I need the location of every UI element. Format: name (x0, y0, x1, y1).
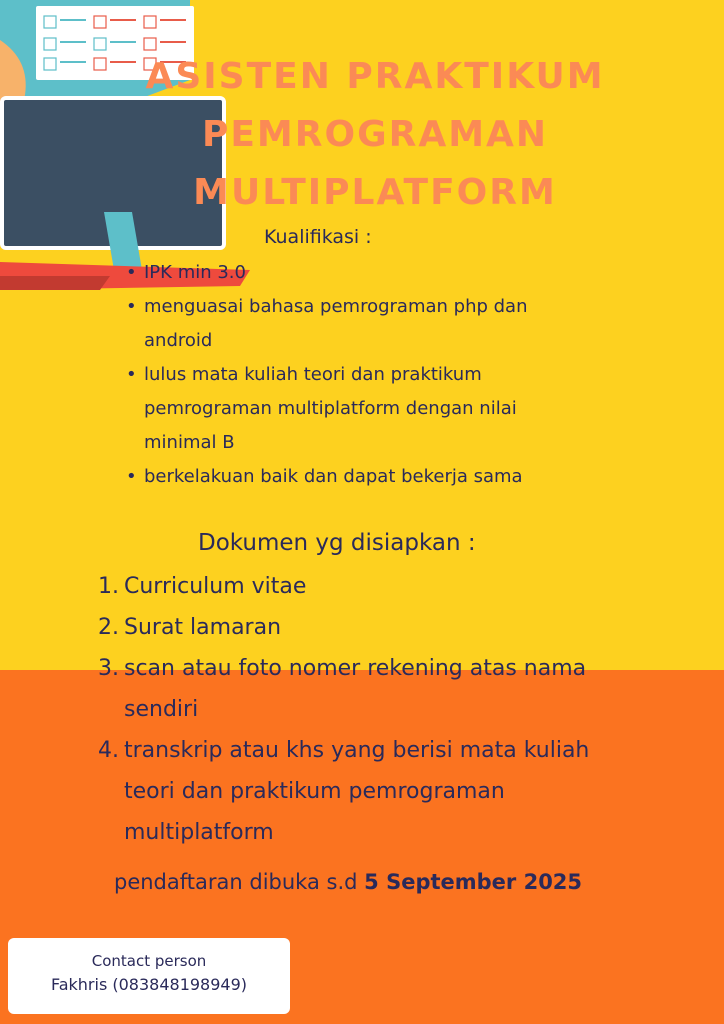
dokumen-item-number: 1. (98, 574, 119, 599)
dokumen-item (98, 607, 618, 648)
dokumen-item-text: Surat lamaran (124, 615, 282, 640)
kualifikasi-item: • IPK min 3.0 (124, 256, 544, 290)
title-line-2: PEMROGRAMAN (201, 114, 549, 155)
deadline-prefix: pendaftaran dibuka s.d (114, 870, 358, 894)
registration-deadline (114, 870, 582, 894)
dokumen-heading: Dokumen yg disiapkan : (198, 530, 476, 556)
contact-label: Contact person (91, 952, 207, 970)
kualifikasi-item: • menguasai bahasa pemrograman php dan android (124, 290, 544, 358)
poster-title (140, 48, 610, 222)
kualifikasi-list (124, 256, 544, 494)
kualifikasi-heading: Kualifikasi : (264, 226, 372, 248)
contact-card (8, 938, 290, 1014)
kualifikasi-item: • berkelakuan baik dan dapat bekerja sama (124, 460, 544, 494)
dokumen-item (98, 648, 618, 730)
title-line-3: MULTIPLATFORM (193, 172, 557, 213)
dokumen-item-number: 4. (98, 738, 119, 763)
dokumen-item-text: Curriculum vitae (124, 574, 307, 599)
contact-name-phone: Fakhris (083848198949) (50, 975, 248, 994)
dokumen-item-text: scan atau foto nomer rekening atas nama sendiri (124, 656, 587, 722)
dokumen-item-number: 2. (98, 615, 119, 640)
dokumen-item (98, 566, 618, 607)
dokumen-item-number: 3. (98, 656, 119, 681)
kualifikasi-item: • lulus mata kuliah teori dan praktikum pemrograman multiplatform dengan nilai minimal B (124, 358, 544, 460)
dokumen-list (98, 566, 618, 853)
deadline-date: 5 September 2025 (364, 870, 583, 894)
title-line-1: ASISTEN PRAKTIKUM (145, 56, 605, 97)
dokumen-item-text: transkrip atau khs yang berisi mata kuliah teori dan praktikum pemrograman multiplatform (124, 738, 590, 845)
dokumen-item (98, 730, 618, 853)
